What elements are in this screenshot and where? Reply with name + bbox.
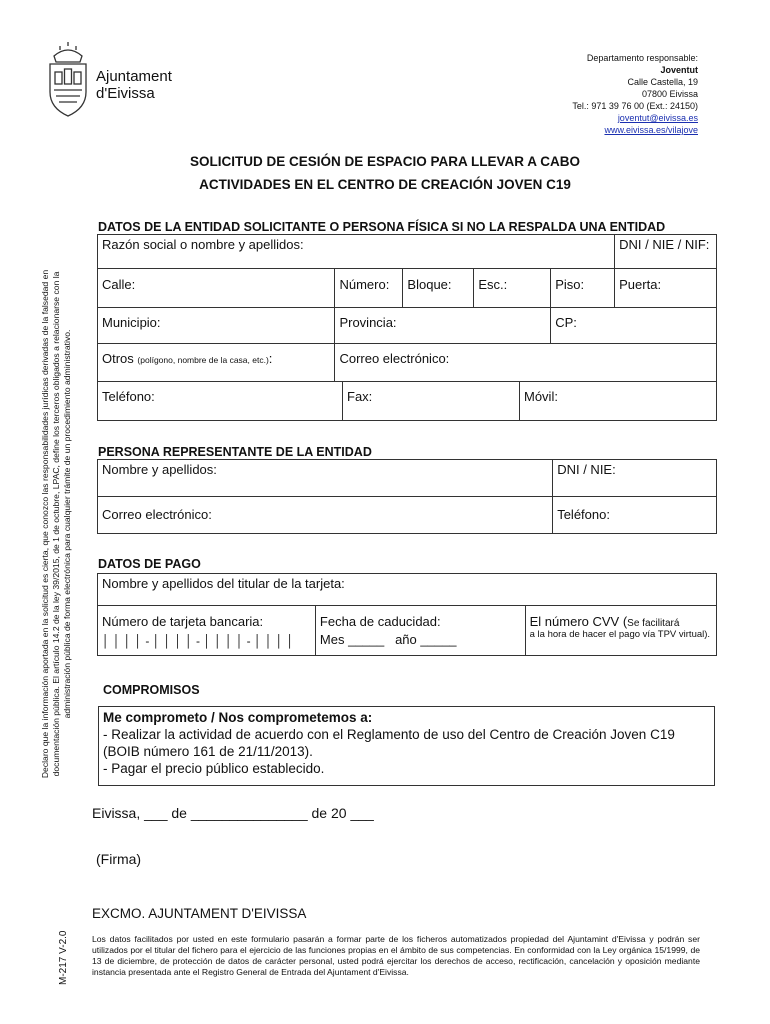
fax-field[interactable]: Fax:: [343, 382, 520, 420]
data-protection-footer: Los datos facilitados por usted en este formulario pasarán a formar parte de los ficheros automatizados propiedad del Ajuntamint d'Eivissa y podrán ser utilizados por el titular del fichero para el ejercicio de las funciones propias en el ámbito de sus competencias. En conformidad con la Ley orgánica 15/1999, de 13 de diciembre, de protección de datos de carácter personal, usted podrá ejercitar los derechos de acceso, rectificación, cancelación y oposición mediante instancia presentada ante el Registro General de Entrada del Ajuntament d'Eivissa.: [92, 934, 700, 977]
puerta-field[interactable]: Puerta:: [615, 269, 717, 308]
section-1-heading: DATOS DE LA ENTIDAD SOLICITANTE O PERSONA FÍSICA SI NO LA RESPALDA UNA ENTIDAD: [98, 220, 666, 234]
expiry-field[interactable]: [315, 606, 525, 656]
coat-of-arms-logo: [44, 42, 92, 120]
cvv-note-1: Se facilitará: [627, 618, 680, 629]
title-line-1: SOLICITUD DE CESIÓN DE ESPACIO PARA LLEVAR A CABO: [189, 154, 581, 169]
calle-field[interactable]: Calle:: [98, 269, 335, 308]
piso-field[interactable]: Piso:: [551, 269, 615, 308]
rep-dni-field[interactable]: DNI / NIE:: [553, 460, 717, 497]
dept-address-1: Calle Castella, 19: [627, 77, 698, 87]
provincia-field[interactable]: Provincia:: [335, 308, 551, 344]
dept-phone: Tel.: 971 39 76 00 (Ext.: 24150): [572, 101, 698, 111]
cvv-label: El número CVV (: [529, 614, 628, 629]
section-3-heading: DATOS DE PAGO: [98, 557, 201, 571]
compromisos-item-1: - Realizar la actividad de acuerdo con el Reglamento de uso del Centro de Creación Joven C19 (BOIB número 161 de 21/11/2013).: [103, 727, 675, 759]
otros-colon: :: [268, 351, 273, 366]
sidebar-declaration: Declaro que la información aportada en la solicitud es cierta, que conozco las responsabilidades jurídicas derivadas de la falsedad en documentación pública. El artículo 14.2 de la ley 39/2015, de 1 de octubre, LPAC, define los terceros obligados a relacionarse con la administración pública de forma electrónica para cualquier trámite de un procedimiento administrativo.: [40, 269, 72, 779]
cvv-field[interactable]: [525, 606, 716, 656]
organization-name: [96, 68, 172, 102]
rep-nombre-field[interactable]: Nombre y apellidos:: [98, 460, 553, 497]
title-line-2: ACTIVIDADES EN EL CENTRO DE CREACIÓN JOVEN C19: [199, 177, 571, 192]
org-line-1: Ajuntament: [96, 68, 172, 85]
expiry-mes-anio: Mes _____ año _____: [319, 632, 457, 647]
page-title: [0, 150, 770, 196]
bloque-field[interactable]: Bloque:: [403, 269, 474, 308]
dept-address-2: 07800 Eivissa: [641, 89, 698, 99]
cp-field[interactable]: CP:: [551, 308, 717, 344]
dept-label: Departamento responsable:: [586, 53, 698, 63]
card-number-label: Número de tarjeta bancaria:: [102, 614, 264, 629]
expiry-label: Fecha de caducidad:: [319, 614, 441, 629]
compromisos-item-2: - Pagar el precio público establecido.: [103, 761, 325, 776]
otros-field[interactable]: [98, 344, 335, 382]
section-3-table: [97, 573, 717, 656]
section-1-table: [97, 234, 717, 421]
otros-note: (polígono, nombre de la casa, etc.): [137, 355, 269, 365]
compromisos-box: [98, 706, 715, 786]
department-info: [572, 52, 698, 136]
telefono-field[interactable]: Teléfono:: [98, 382, 343, 420]
correo-field[interactable]: Correo electrónico:: [335, 344, 717, 382]
card-digit-boxes[interactable]: │ │ │ │ - │ │ │ │ - │ │ │ │ - │ │ │ │: [102, 634, 294, 648]
dept-name: Joventut: [660, 65, 698, 75]
addressee: EXCMO. AJUNTAMENT D'EIVISSA: [92, 906, 307, 921]
org-line-2: d'Eivissa: [96, 85, 155, 102]
form-version: M-217 V-2.0: [58, 930, 69, 985]
dept-email-link[interactable]: joventut@eivissa.es: [617, 113, 698, 123]
rep-correo-field[interactable]: Correo electrónico:: [98, 497, 553, 534]
dni-field[interactable]: DNI / NIE / NIF:: [615, 235, 717, 269]
compromisos-title: Me comprometo / Nos comprometemos a:: [103, 710, 373, 725]
signature-label: (Firma): [96, 851, 142, 867]
card-number-field[interactable]: [98, 606, 316, 656]
razon-social-field[interactable]: Razón social o nombre y apellidos:: [98, 235, 615, 269]
section-4-heading: COMPROMISOS: [103, 683, 200, 697]
dept-web-link[interactable]: www.eivissa.es/vilajove: [604, 125, 698, 135]
rep-telefono-field[interactable]: Teléfono:: [553, 497, 717, 534]
section-2-table: [97, 459, 717, 534]
otros-label: Otros: [102, 351, 134, 366]
numero-field[interactable]: Número:: [335, 269, 403, 308]
cvv-note-2: a la hora de hacer el pago vía TPV virtual).: [529, 629, 711, 640]
titular-field[interactable]: Nombre y apellidos del titular de la tarjeta:: [98, 574, 717, 606]
movil-field[interactable]: Móvil:: [524, 389, 558, 404]
escalera-field[interactable]: Esc.:: [474, 269, 551, 308]
section-2-heading: PERSONA REPRESENTANTE DE LA ENTIDAD: [98, 445, 372, 459]
date-line[interactable]: Eivissa, ___ de _______________ de 20 ___: [92, 805, 374, 821]
municipio-field[interactable]: Municipio:: [98, 308, 335, 344]
